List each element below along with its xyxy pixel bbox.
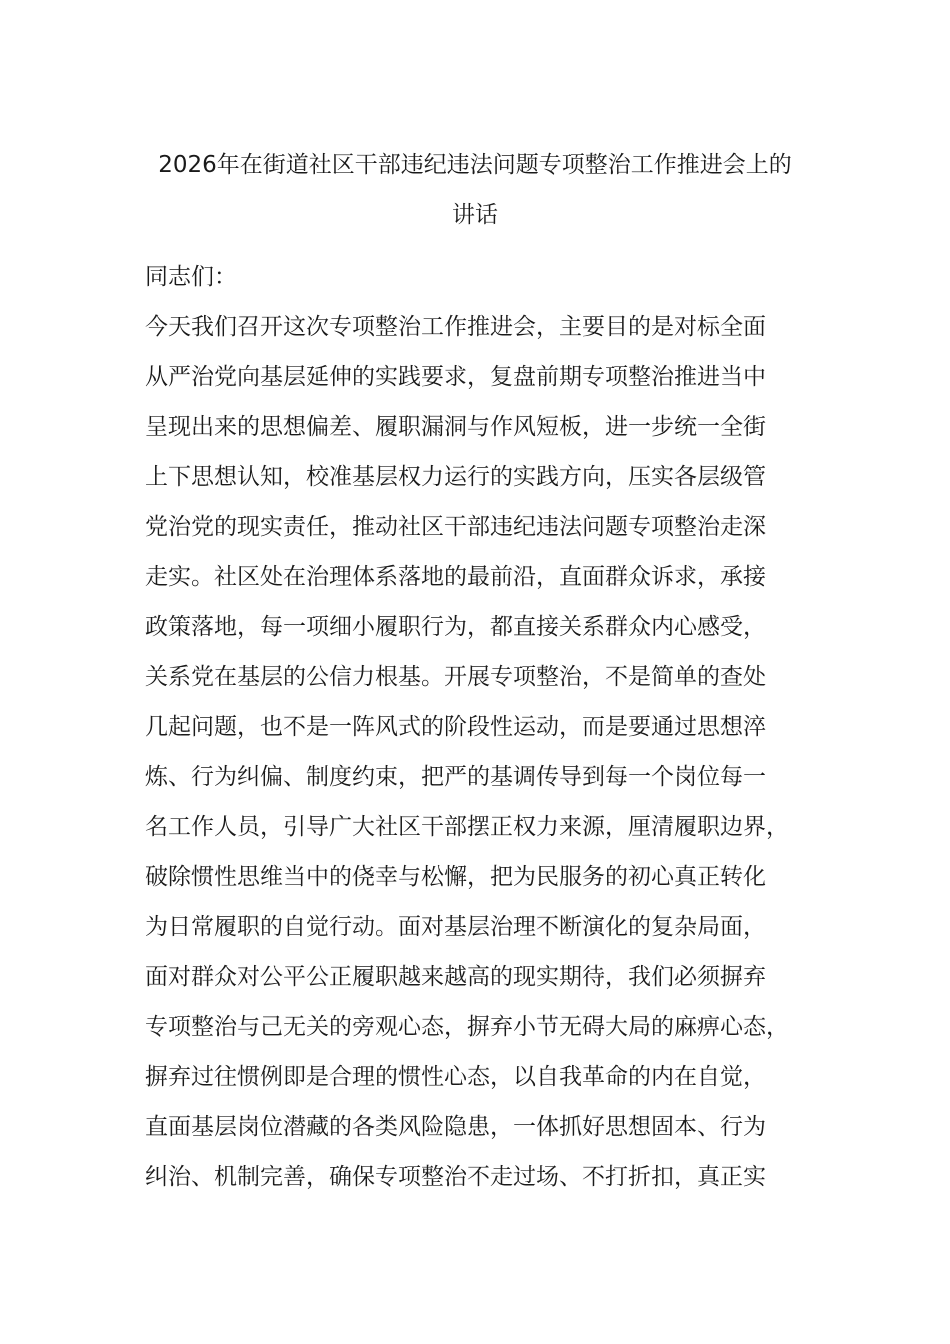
body-line: 面对群众对公平公正履职越来越高的现实期待，我们必须摒弃 xyxy=(145,964,766,990)
body-line: 纠治、机制完善，确保专项整治不走过场、不打折扣，真正实 xyxy=(145,1164,766,1190)
body-line: 专项整治与己无关的旁观心态，摒弃小节无碍大局的麻痹心态， xyxy=(145,1014,789,1040)
body-line: 政策落地，每一项细小履职行为，都直接关系群众内心感受， xyxy=(145,614,766,640)
body-line: 摒弃过往惯例即是合理的惯性心态，以自我革命的内在自觉， xyxy=(145,1064,766,1090)
body-line: 炼、行为纠偏、制度约束，把严的基调传导到每一个岗位每一 xyxy=(145,764,766,790)
body-line: 党治党的现实责任，推动社区干部违纪违法问题专项整治走深 xyxy=(145,514,766,540)
salutation: 同志们： xyxy=(145,264,237,290)
document-title-line-1: 2026年在街道社区干部违纪违法问题专项整治工作推进会上的 xyxy=(158,152,792,178)
body-line: 直面基层岗位潜藏的各类风险隐患，一体抓好思想固本、行为 xyxy=(145,1114,766,1140)
body-line: 破除惯性思维当中的侥幸与松懈，把为民服务的初心真正转化 xyxy=(145,864,766,890)
body-line: 从严治党向基层延伸的实践要求，复盘前期专项整治推进当中 xyxy=(145,364,766,390)
body-line: 今天我们召开这次专项整治工作推进会，主要目的是对标全面 xyxy=(145,314,766,340)
body-line: 呈现出来的思想偏差、履职漏洞与作风短板，进一步统一全街 xyxy=(145,414,766,440)
document-title-line-2: 讲话 xyxy=(452,202,498,228)
body-line: 走实。社区处在治理体系落地的最前沿，直面群众诉求，承接 xyxy=(145,564,766,590)
body-line: 关系党在基层的公信力根基。开展专项整治，不是简单的查处 xyxy=(145,664,766,690)
body-line: 名工作人员，引导广大社区干部摆正权力来源，厘清履职边界， xyxy=(145,814,789,840)
body-line: 上下思想认知，校准基层权力运行的实践方向，压实各层级管 xyxy=(145,464,766,490)
body-line: 为日常履职的自觉行动。面对基层治理不断演化的复杂局面， xyxy=(145,914,766,940)
body-line: 几起问题，也不是一阵风式的阶段性运动，而是要通过思想淬 xyxy=(145,714,766,740)
